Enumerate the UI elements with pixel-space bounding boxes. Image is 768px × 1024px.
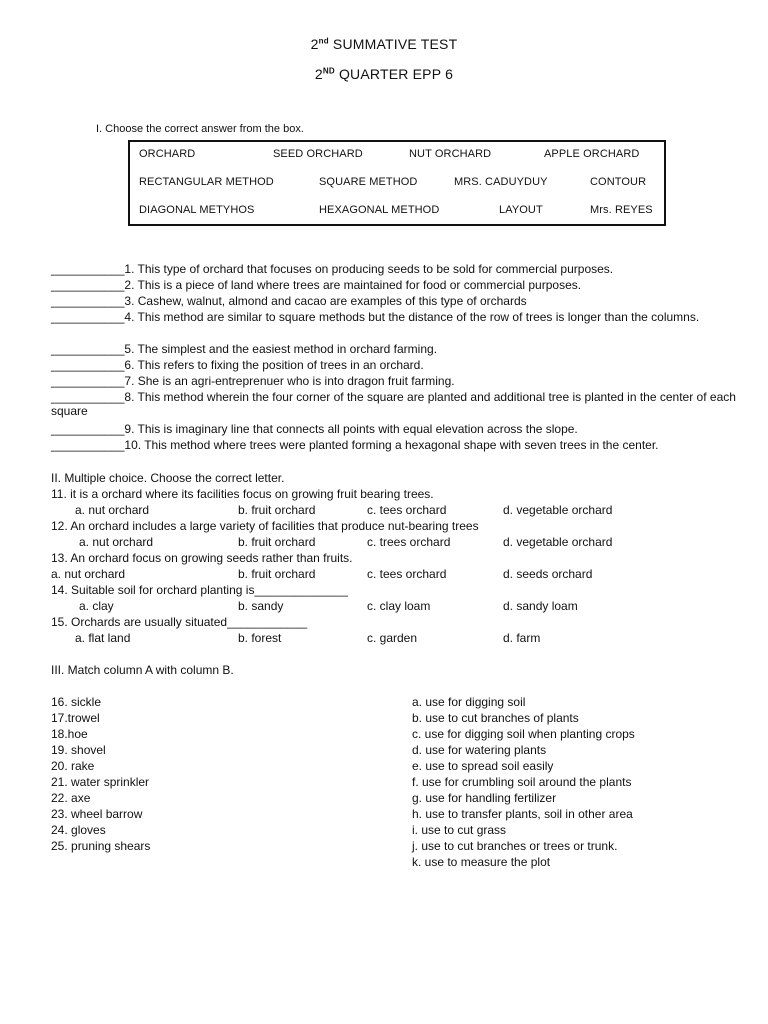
mc-question: 13. An orchard focus on growing seeds rather than fruits. [51, 551, 353, 565]
part1-instruction: I. Choose the correct answer from the box. [96, 123, 304, 135]
column-b-item: e. use to spread soil easily [412, 759, 554, 773]
question-item: ___________6. This refers to fixing the position of trees in an orchard. [51, 358, 424, 372]
column-b-item: j. use to cut branches or trees or trunk. [412, 839, 618, 853]
mc-choice: b. fruit orchard [238, 567, 316, 581]
column-b-item: i. use to cut grass [412, 823, 507, 837]
question-item: ___________9. This is imaginary line that connects all points with equal elevation across the slope. [51, 422, 578, 436]
mc-question: 15. Orchards are usually situated____________ [51, 615, 308, 629]
column-b-item: d. use for watering plants [412, 743, 547, 757]
subtitle-text: QUARTER EPP 6 [334, 66, 454, 82]
column-a-item: 25. pruning shears [51, 839, 151, 853]
column-a-item: 23. wheel barrow [51, 807, 143, 821]
column-a-item: 20. rake [51, 759, 95, 773]
subtitle-superscript: ND [322, 66, 335, 76]
mc-choice: a. nut orchard [51, 567, 126, 581]
column-a-item: 16. sickle [51, 695, 102, 709]
question-item: ___________8. This method wherein the four corner of the square are planted and additional tree is planted in the center of each square [51, 390, 736, 418]
mc-choice: c. tees orchard [367, 503, 447, 517]
mc-choice: b. fruit orchard [238, 503, 316, 517]
answer-box [128, 140, 666, 226]
mc-choice: d. vegetable orchard [503, 535, 613, 549]
box-cell: APPLE ORCHARD [544, 148, 640, 160]
title-superscript: nd [318, 36, 329, 46]
question-item: ___________7. She is an agri-entreprenuer who is into dragon fruit farming. [51, 374, 455, 388]
question-item: ___________1. This type of orchard that focuses on producing seeds to be sold for commercial purposes. [51, 262, 614, 276]
column-a-item: 18.hoe [51, 727, 88, 741]
mc-choice: b. fruit orchard [238, 535, 316, 549]
question-item: ___________5. The simplest and the easiest method in orchard farming. [51, 342, 438, 356]
mc-choice: a. nut orchard [75, 503, 150, 517]
column-b-item: f. use for crumbling soil around the plants [412, 775, 632, 789]
box-cell: CONTOUR [590, 176, 647, 188]
mc-choice: d. seeds orchard [503, 567, 593, 581]
subtitle-number: 2 [314, 66, 323, 82]
mc-choice: a. clay [79, 599, 114, 613]
mc-choice: d. vegetable orchard [503, 503, 613, 517]
box-cell: ORCHARD [139, 148, 196, 160]
part3-instruction: III. Match column A with column B. [51, 663, 234, 677]
mc-choice: c. trees orchard [367, 535, 451, 549]
column-b-item: g. use for handling fertilizer [412, 791, 557, 805]
box-cell: MRS. CADUYDUY [454, 176, 548, 188]
box-cell: RECTANGULAR METHOD [139, 176, 274, 188]
test-subtitle [0, 66, 768, 82]
column-a-item: 19. shovel [51, 743, 106, 757]
column-b-item: k. use to measure the plot [412, 855, 551, 869]
mc-choice: b. forest [238, 631, 282, 645]
column-b-item: h. use to transfer plants, soil in other area [412, 807, 633, 821]
box-cell: Mrs. REYES [590, 204, 653, 216]
column-b-item: c. use for digging soil when planting crops [412, 727, 635, 741]
title-text: SUMMATIVE TEST [328, 36, 458, 52]
mc-choice: a. nut orchard [79, 535, 154, 549]
column-b-item: a. use for digging soil [412, 695, 526, 709]
title-number: 2 [310, 36, 319, 52]
column-a-item: 21. water sprinkler [51, 775, 150, 789]
question-item: ___________2. This is a piece of land where trees are maintained for food or commercial purposes. [51, 278, 582, 292]
column-a-item: 22. axe [51, 791, 91, 805]
box-cell: NUT ORCHARD [409, 148, 492, 160]
mc-choice: c. clay loam [367, 599, 431, 613]
mc-choice: c. tees orchard [367, 567, 447, 581]
question-item: ___________3. Cashew, walnut, almond and cacao are examples of this type of orchards [51, 294, 527, 308]
mc-question: 11. it is a orchard where its facilities focus on growing fruit bearing trees. [51, 487, 434, 501]
column-a-item: 17.trowel [51, 711, 100, 725]
mc-choice: d. farm [503, 631, 541, 645]
column-b-item: b. use to cut branches of plants [412, 711, 579, 725]
box-cell: HEXAGONAL METHOD [319, 204, 440, 216]
mc-question: 12. An orchard includes a large variety of facilities that produce nut-bearing trees [51, 519, 479, 533]
question-item: ___________4. This method are similar to square methods but the distance of the row of trees is longer than the columns. [51, 310, 700, 324]
box-cell: LAYOUT [499, 204, 543, 216]
box-cell: SQUARE METHOD [319, 176, 418, 188]
test-title [0, 36, 768, 52]
column-a-item: 24. gloves [51, 823, 106, 837]
box-cell: DIAGONAL METYHOS [139, 204, 255, 216]
mc-choice: b. sandy [238, 599, 284, 613]
box-cell: SEED ORCHARD [273, 148, 363, 160]
mc-choice: a. flat land [75, 631, 131, 645]
mc-question: 14. Suitable soil for orchard planting is______________ [51, 583, 348, 597]
mc-choice: c. garden [367, 631, 418, 645]
question-item: ___________10. This method where trees were planted forming a hexagonal shape with seven trees in the center. [51, 438, 659, 452]
part2-instruction: II. Multiple choice. Choose the correct letter. [51, 471, 285, 485]
mc-choice: d. sandy loam [503, 599, 578, 613]
